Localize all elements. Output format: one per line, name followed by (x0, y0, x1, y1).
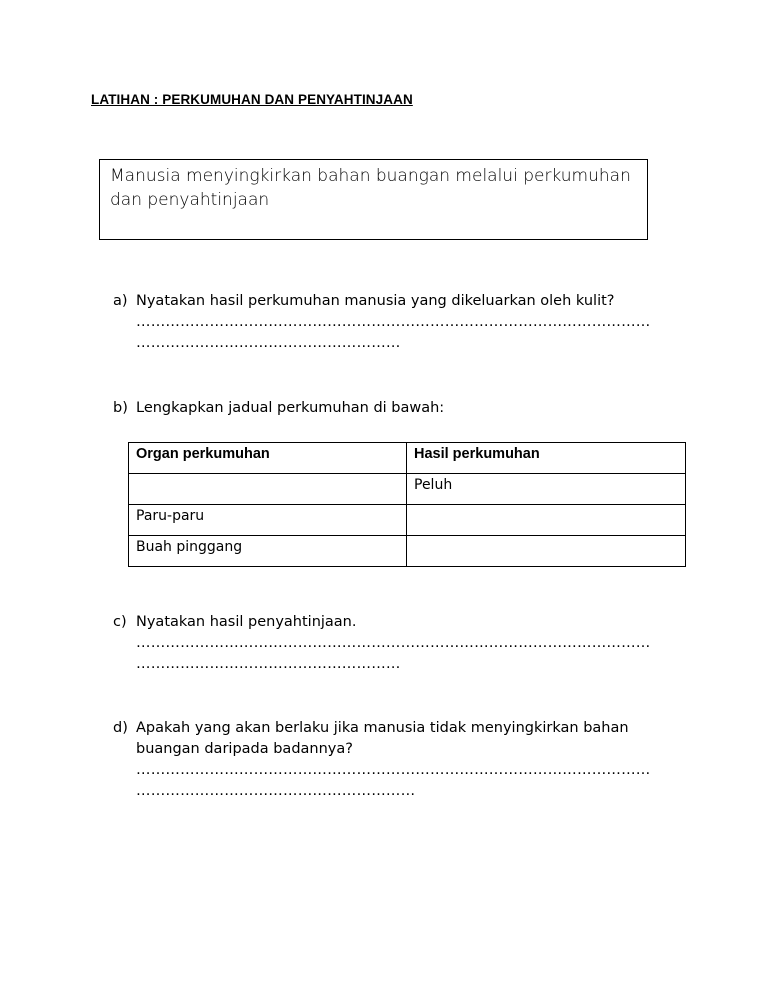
header-product: Hasil perkumuhan (407, 443, 686, 474)
table-cell-product[interactable] (407, 505, 686, 536)
question-d-text-line-2: buangan daripada badannya? (136, 741, 353, 757)
question-c-text: Nyatakan hasil penyahtinjaan. (136, 614, 357, 630)
question-c-answer-line-2[interactable]: ……………………………………………… (136, 656, 401, 672)
table-row (129, 474, 686, 505)
table-cell-organ: Paru-paru (129, 505, 407, 536)
question-d-letter: d) (113, 720, 128, 736)
question-a-letter: a) (113, 293, 128, 309)
question-a-answer-line-2[interactable]: ……………………………………………… (136, 335, 401, 351)
question-a-answer-line-1[interactable]: …………………………………………………………………………………………… (136, 314, 651, 330)
table-cell-organ: Buah pinggang (129, 536, 407, 567)
info-line-1: Manusia menyingkirkan bahan buangan melalui perkumuhan (110, 166, 631, 186)
question-b-letter: b) (113, 400, 128, 416)
question-c-answer-line-1[interactable]: …………………………………………………………………………………………… (136, 635, 651, 651)
info-line-2: dan penyahtinjaan (110, 190, 270, 210)
table-header-row (129, 443, 686, 474)
table-cell-product: Peluh (407, 474, 686, 505)
table-row (129, 536, 686, 567)
header-organ: Organ perkumuhan (129, 443, 407, 474)
table-row (129, 505, 686, 536)
table-cell-product[interactable] (407, 536, 686, 567)
question-d-answer-line-1[interactable]: …………………………………………………………………………………………… (136, 762, 651, 778)
question-a-text: Nyatakan hasil perkumuhan manusia yang dikeluarkan oleh kulit? (136, 293, 615, 309)
question-c-letter: c) (113, 614, 127, 630)
question-d-text-line-1: Apakah yang akan berlaku jika manusia tidak menyingkirkan bahan (136, 720, 629, 736)
info-box (99, 159, 648, 240)
question-b-text: Lengkapkan jadual perkumuhan di bawah: (136, 400, 445, 416)
table-cell-organ[interactable] (129, 474, 407, 505)
excretion-table (128, 442, 686, 567)
worksheet-title: LATIHAN : PERKUMUHAN DAN PENYAHTINJAAN (91, 92, 413, 107)
question-d-answer-line-2[interactable]: ………………………………………………… (136, 783, 416, 799)
